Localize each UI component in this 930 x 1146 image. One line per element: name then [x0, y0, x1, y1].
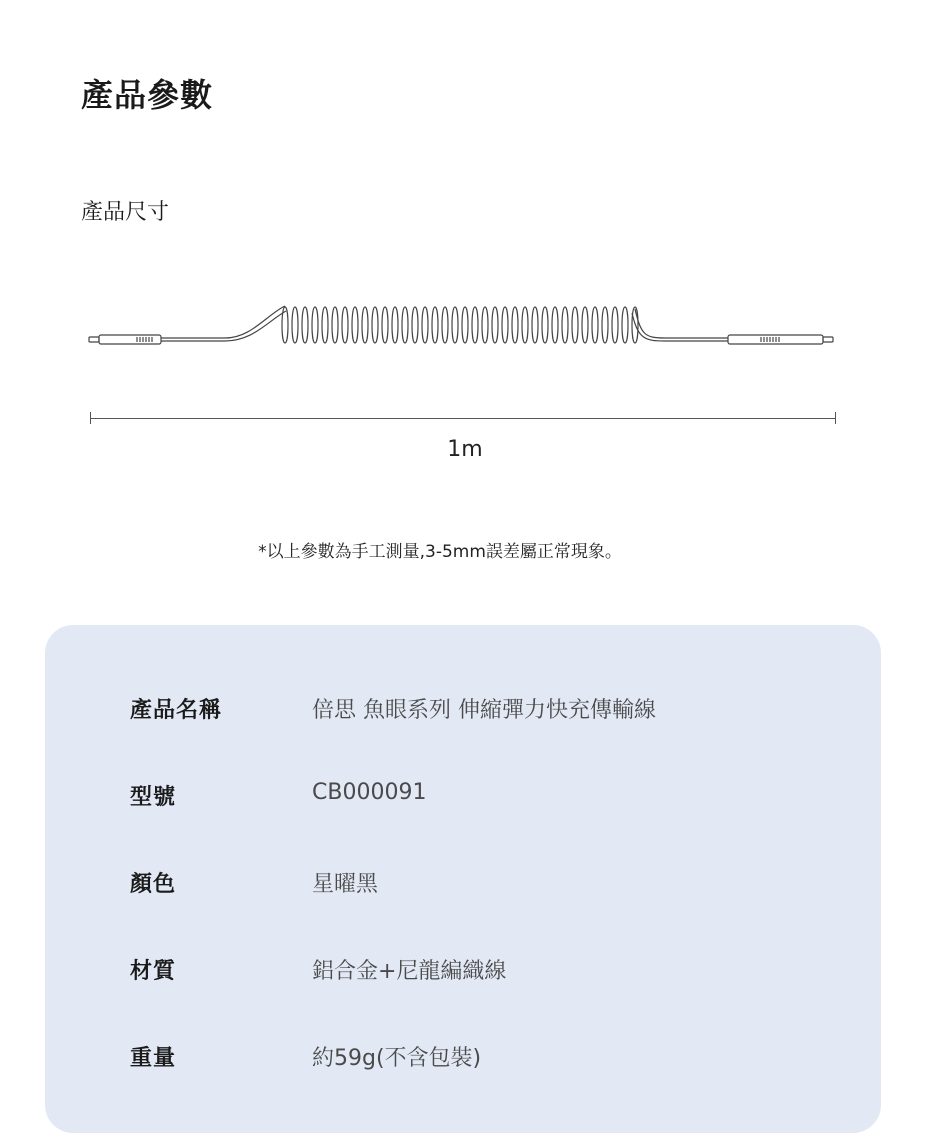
length-label: 1m — [447, 437, 483, 462]
spec-label: 重量 — [130, 1046, 177, 1071]
spec-value: 鋁合金+尼龍編織線 — [312, 959, 507, 984]
left-cable — [161, 306, 285, 338]
page-title: 產品參數 — [81, 76, 214, 114]
spec-value: 星曜黑 — [312, 872, 379, 897]
right-cable — [635, 309, 728, 338]
dimension-tick-right — [835, 412, 836, 424]
length-dimension-line — [90, 410, 836, 426]
spec-row-weight — [130, 1041, 850, 1077]
spec-row-color — [130, 867, 850, 903]
coiled-cable-illustration — [85, 295, 840, 355]
right-plug-tip — [823, 337, 833, 342]
spec-label: 產品名稱 — [130, 698, 223, 723]
spec-value: 倍思 魚眼系列 伸縮彈力快充傳輸線 — [312, 698, 656, 723]
spec-row-model — [130, 780, 850, 816]
cable-coil — [282, 307, 638, 343]
spec-card — [45, 625, 881, 1133]
spec-value: CB000091 — [312, 780, 427, 805]
measurement-footnote: *以上參數為手工測量,3-5mm誤差屬正常現象。 — [258, 542, 622, 562]
spec-value: 約59g(不含包裝) — [312, 1046, 482, 1071]
spec-row-material — [130, 954, 850, 990]
spec-row-name — [130, 693, 850, 729]
spec-label: 顏色 — [130, 872, 177, 897]
spec-label: 材質 — [130, 959, 177, 984]
left-plug-tip — [89, 337, 99, 342]
spec-label: 型號 — [130, 785, 177, 810]
section-title: 產品尺寸 — [81, 200, 170, 225]
dimension-tick-left — [90, 412, 91, 424]
